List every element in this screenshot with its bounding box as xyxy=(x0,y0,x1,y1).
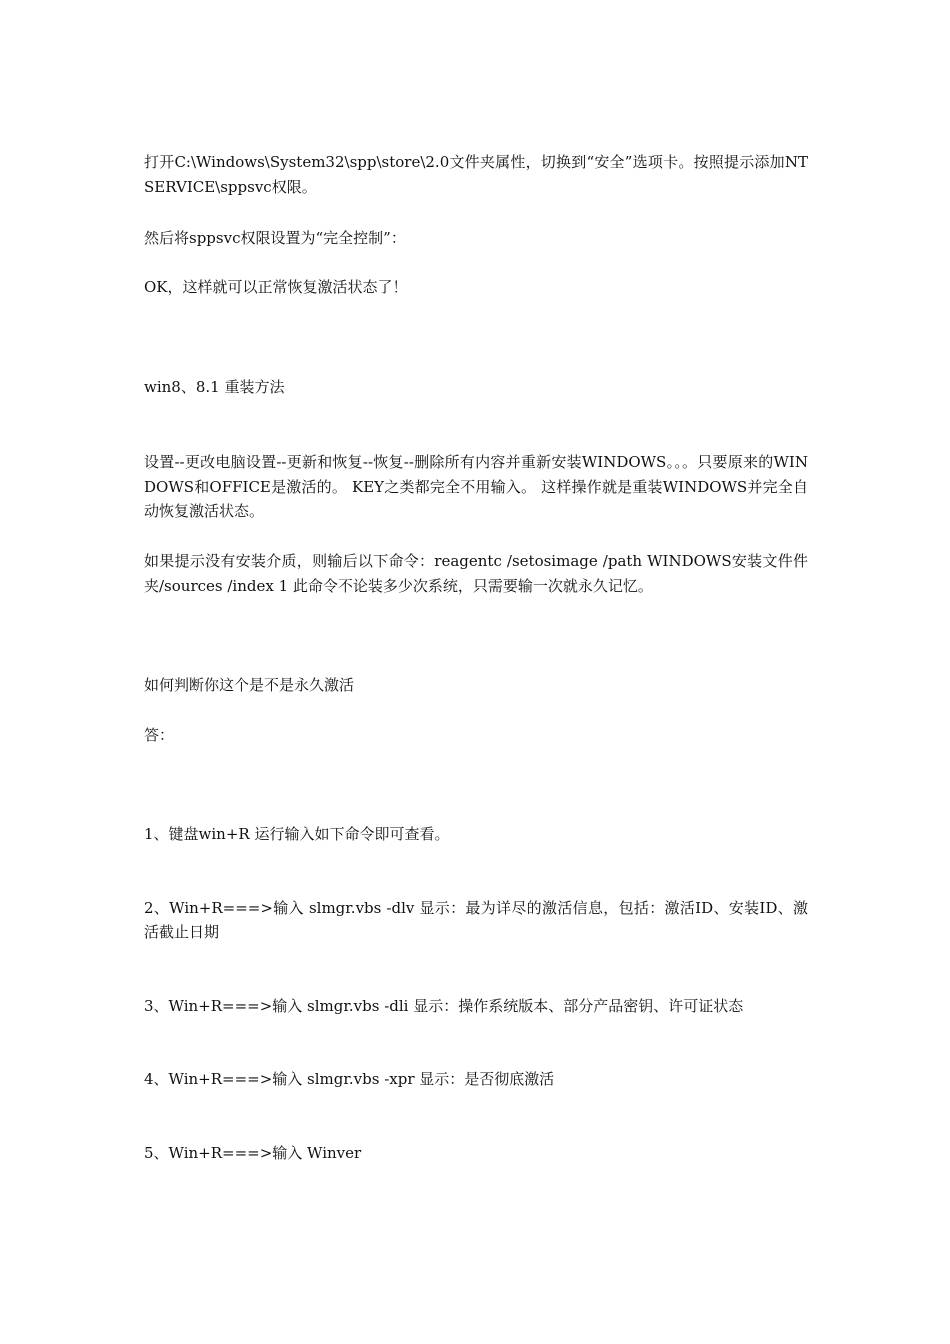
paragraph-reset-steps: 设置--更改电脑设置--更新和恢复--恢复--删除所有内容并重新安装WINDOWS。。。只要原来的WINDOWS和OFFICE是激活的。 KEY之类都完全不用输入。 这样操作就是重装WINDOWS并完全自动恢复激活状态。 xyxy=(144,453,808,520)
paragraph-permissions: 打开C:\Windows\System32\spp\store\2.0文件夹属性，切换到“安全”选项卡。按照提示添加NT SERVICE\sppsvc权限。 xyxy=(144,153,813,196)
paragraph-ok: OK，这样就可以正常恢复激活状态了！ xyxy=(144,278,408,296)
step-item: 4、Win+R===>输入 slmgr.vbs -xpr 显示：是否彻底激活 xyxy=(144,1070,555,1088)
paragraph-reagentc-command: 如果提示没有安装介质，则输后以下命令：reagentc /setosimage /path WINDOWS安装文件件夹/sources /index 1 此命令不论装多少次系统，只需要输一次就永久记忆。 xyxy=(144,552,808,595)
step-item: 2、Win+R===>输入 slmgr.vbs -dlv 显示：最为详尽的激活信息，包括：激活ID、安装ID、激活截止日期 xyxy=(144,898,808,941)
step-item: 5、Win+R===>输入 Winver xyxy=(144,1143,362,1162)
heading-permanent-activation: 如何判断你这个是不是永久激活 xyxy=(144,676,355,694)
step-item: 1、键盘win+R 运行输入如下命令即可查看。 xyxy=(144,825,450,843)
steps-list xyxy=(144,773,808,1214)
heading-reinstall-method: win8、8.1 重装方法 xyxy=(144,378,285,396)
paragraph-full-control: 然后将sppsvc权限设置为“完全控制”： xyxy=(144,229,406,247)
step-item: 3、Win+R===>输入 slmgr.vbs -dli 显示：操作系统版本、部分产品密钥、许可证状态 xyxy=(144,996,744,1015)
answer-label: 答： xyxy=(144,726,175,744)
